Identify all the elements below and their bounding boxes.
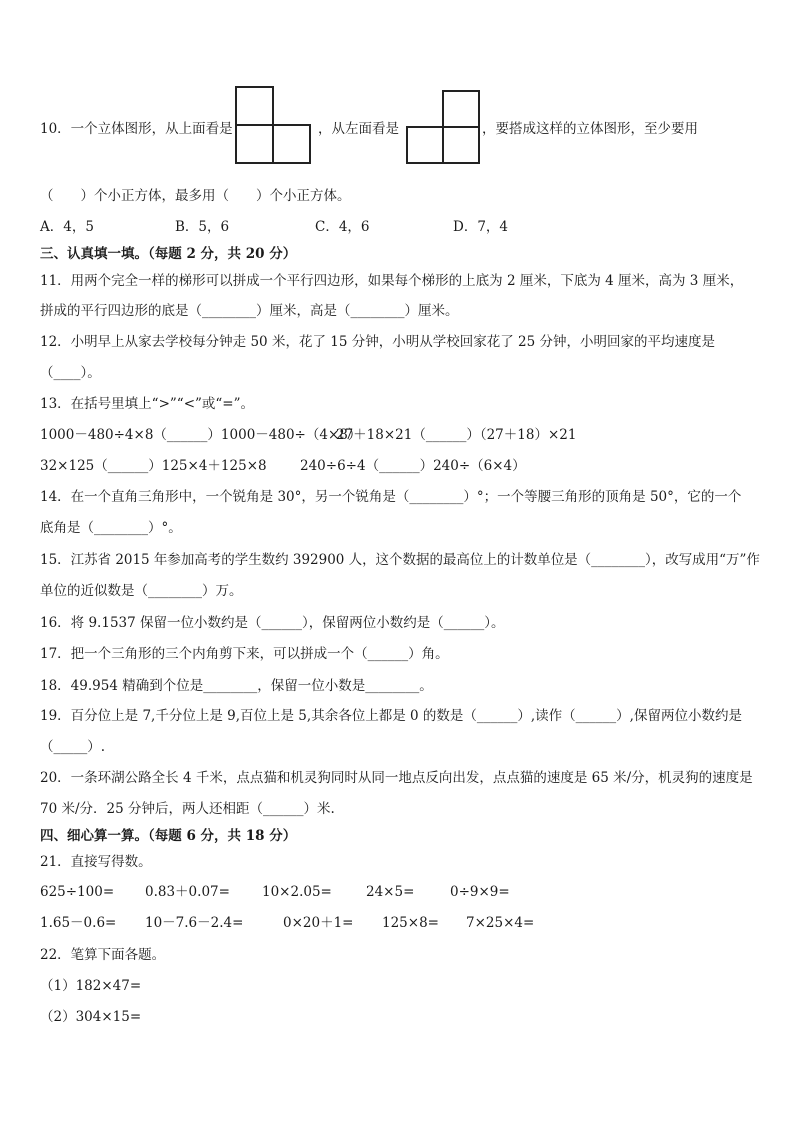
q10-text-part1: 10．一个立体图形，从上面看是 <box>40 121 233 137</box>
q20-line2: 70 米/分．25 分钟后，两人还相距（______）米. <box>40 801 335 817</box>
left-view-square <box>442 126 480 164</box>
q21-item: 0.83＋0.07= <box>145 884 230 900</box>
q14-line2: 底角是（________）°。 <box>40 520 182 536</box>
q10-text-part3: ，要搭成这样的立体图形，至少要用 <box>482 121 698 137</box>
q14-line1: 14．在一个直角三角形中，一个锐角是 30°，另一个锐角是（________）°；一个等腰三角形的顶角是 50°，它的一个 <box>40 489 742 505</box>
q21-item: 10－7.6－2.4= <box>145 915 244 931</box>
q22-item-2: （2）304×15= <box>40 1009 142 1025</box>
section3-title: 三、认真填一填。（每题 2 分，共 20 分） <box>40 246 297 262</box>
q10-option-d: D．7，4 <box>453 219 509 235</box>
q13-item-1: 1000－480÷4×8（______）1000－480÷（4×8） <box>40 427 362 443</box>
q21-item: 1.65－0.6= <box>40 915 117 931</box>
q21-item: 625÷100= <box>40 884 115 900</box>
q10-option-c: C．4，6 <box>315 219 370 235</box>
q21-title: 21．直接写得数。 <box>40 854 152 870</box>
q22-title: 22．笔算下面各题。 <box>40 947 166 963</box>
section4-title: 四、细心算一算。（每题 6 分，共 18 分） <box>40 828 297 844</box>
top-view-square <box>235 86 274 126</box>
top-view-figure <box>235 86 313 164</box>
q19-line1: 19．百分位上是 7,千分位上是 9,百位上是 5,其余各位上都是 0 的数是（______）,读作（______）,保留两位小数约是 <box>40 708 742 724</box>
q12-line2: （____）。 <box>40 365 101 381</box>
q11-line1: 11．用两个完全一样的梯形可以拼成一个平行四边形，如果每个梯形的上底为 2 厘米，下底为 4 厘米，高为 3 厘米， <box>40 273 744 289</box>
q21-item: 125×8= <box>382 915 439 931</box>
q13-item-3: 32×125（______）125×4＋125×8 <box>40 458 267 474</box>
top-view-square <box>235 124 274 164</box>
q10-option-a: A．4，5 <box>40 219 94 235</box>
q13-title: 13．在括号里填上“>”“<”或“=”。 <box>40 396 255 412</box>
q17: 17．把一个三角形的三个内角剪下来，可以拼成一个（______）角。 <box>40 646 449 662</box>
q20-line1: 20．一条环湖公路全长 4 千米，点点猫和机灵狗同时从同一地点反向出发，点点猫的速度是 65 米/分，机灵狗的速度是 <box>40 770 753 786</box>
q21-item: 7×25×4= <box>466 915 535 931</box>
q16: 16．将 9.1537 保留一位小数约是（______），保留两位小数约是（______）。 <box>40 615 505 631</box>
q18: 18．49.954 精确到个位是________，保留一位小数是________。 <box>40 678 433 694</box>
q21-item: 0÷9×9= <box>450 884 510 900</box>
q11-line2: 拼成的平行四边形的底是（________）厘米，高是（________）厘米。 <box>40 303 459 319</box>
q21-item: 0×20＋1= <box>283 915 354 931</box>
left-view-square <box>406 126 444 164</box>
q21-item: 24×5= <box>366 884 415 900</box>
q13-item-4: 240÷6÷4（______）240÷（6×4） <box>300 458 526 474</box>
q12-line1: 12．小明早上从家去学校每分钟走 50 米，花了 15 分钟，小明从学校回家花了 25 分钟，小明回家的平均速度是 <box>40 334 715 350</box>
q10-line2: （ ）个小正方体，最多用（ ）个小正方体。 <box>40 188 351 204</box>
q10-text-part2: ，从左面看是 <box>318 121 399 137</box>
left-view-figure <box>406 90 480 164</box>
q13-item-2: 27＋18×21（______）（27＋18）×21 <box>336 427 577 443</box>
q19-line2: （_____）. <box>40 739 106 755</box>
q15-line1: 15．江苏省 2015 年参加高考的学生数约 392900 人，这个数据的最高位上的计数单位是（________），改写成用“万”作 <box>40 552 760 568</box>
q21-item: 10×2.05= <box>262 884 332 900</box>
q10-option-b: B．5，6 <box>175 219 230 235</box>
top-view-square <box>272 124 311 164</box>
left-view-square <box>442 90 480 128</box>
q15-line2: 单位的近似数是（________）万。 <box>40 583 243 599</box>
q22-item-1: （1）182×47= <box>40 978 142 994</box>
